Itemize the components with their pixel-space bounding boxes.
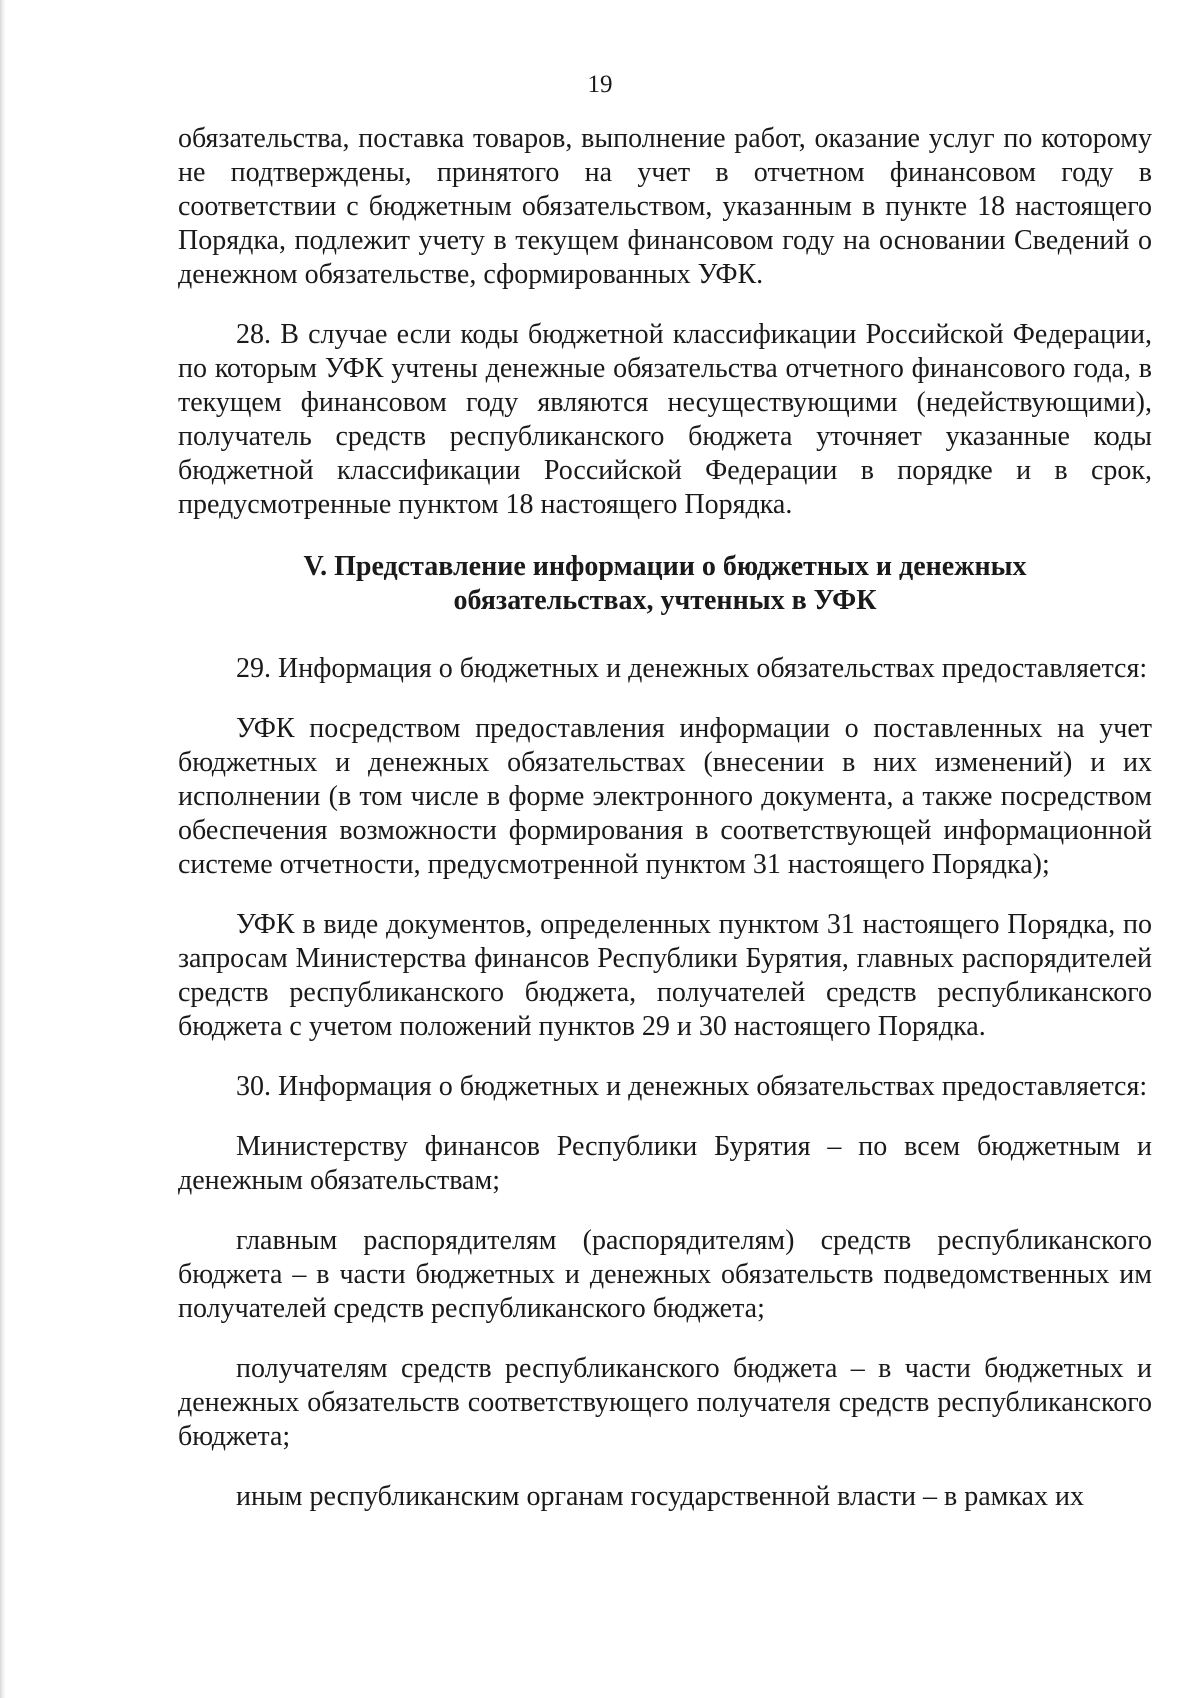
- paragraph-29: 29. Информация о бюджетных и денежных обязательствах предоставляется:: [236, 653, 1148, 684]
- paragraph-30-main-managers: главным распорядителям (распорядителям) средств республиканского бюджета – в части бюджетных и денежных обязательств подведомственных им получателей средств республиканского бюджета;: [178, 1225, 1152, 1324]
- scan-edge-shadow: [0, 0, 6, 1698]
- page-number: 19: [587, 71, 613, 98]
- section-heading: [178, 550, 1152, 618]
- paragraph-30-other-bodies: иным республиканским органам государственной власти – в рамках их: [236, 1481, 1084, 1512]
- paragraph-29-ufk-documents: УФК в виде документов, определенных пунктом 31 настоящего Порядка, по запросам Министерства финансов Республики Бурятия, главных распорядителей средств республиканского бюджета, получателей средств республиканского бюджета с учетом положений пунктов 29 и 30 настоящего Порядка.: [178, 909, 1152, 1042]
- section-heading-line-1: V. Представление информации о бюджетных и денежных: [303, 551, 1027, 582]
- continuation-paragraph: обязательства, поставка товаров, выполнение работ, оказание услуг по которому не подтверждены, принятого на учет в отчетном финансовом году в соответствии с бюджетным обязательством, указанным в пункте 18 настоящего Порядка, подлежит учету в текущем финансовом году на основании Сведений о денежном обязательстве, сформированных УФК.: [178, 123, 1152, 290]
- section-heading-line-2: обязательствах, учтенных в УФК: [453, 585, 877, 616]
- paragraph-30: 30. Информация о бюджетных и денежных обязательствах предоставляется:: [236, 1071, 1148, 1102]
- document-body: [178, 122, 1152, 1540]
- paragraph-29-ufk-information: УФК посредством предоставления информации о поставленных на учет бюджетных и денежных обязательствах (внесении в них изменений) и их исполнении (в том числе в форме электронного документа, а также посредством обеспечения возможности формирования в соответствующей информационной системе отчетности, предусмотренной пунктом 31 настоящего Порядка);: [178, 713, 1152, 880]
- paragraph-30-recipients: получателям средств республиканского бюджета – в части бюджетных и денежных обязательств соответствующего получателя средств республиканского бюджета;: [178, 1353, 1152, 1452]
- paragraph-28: 28. В случае если коды бюджетной классификации Российской Федерации, по которым УФК учтены денежные обязательства отчетного финансового года, в текущем финансовом году являются несуществующими (недействующими), получатель средств республиканского бюджета уточняет указанные коды бюджетной классификации Российской Федерации в порядке и в срок, предусмотренные пунктом 18 настоящего Порядка.: [178, 319, 1152, 520]
- paragraph-30-ministry: Министерству финансов Республики Бурятия – по всем бюджетным и денежным обязательствам;: [178, 1131, 1152, 1196]
